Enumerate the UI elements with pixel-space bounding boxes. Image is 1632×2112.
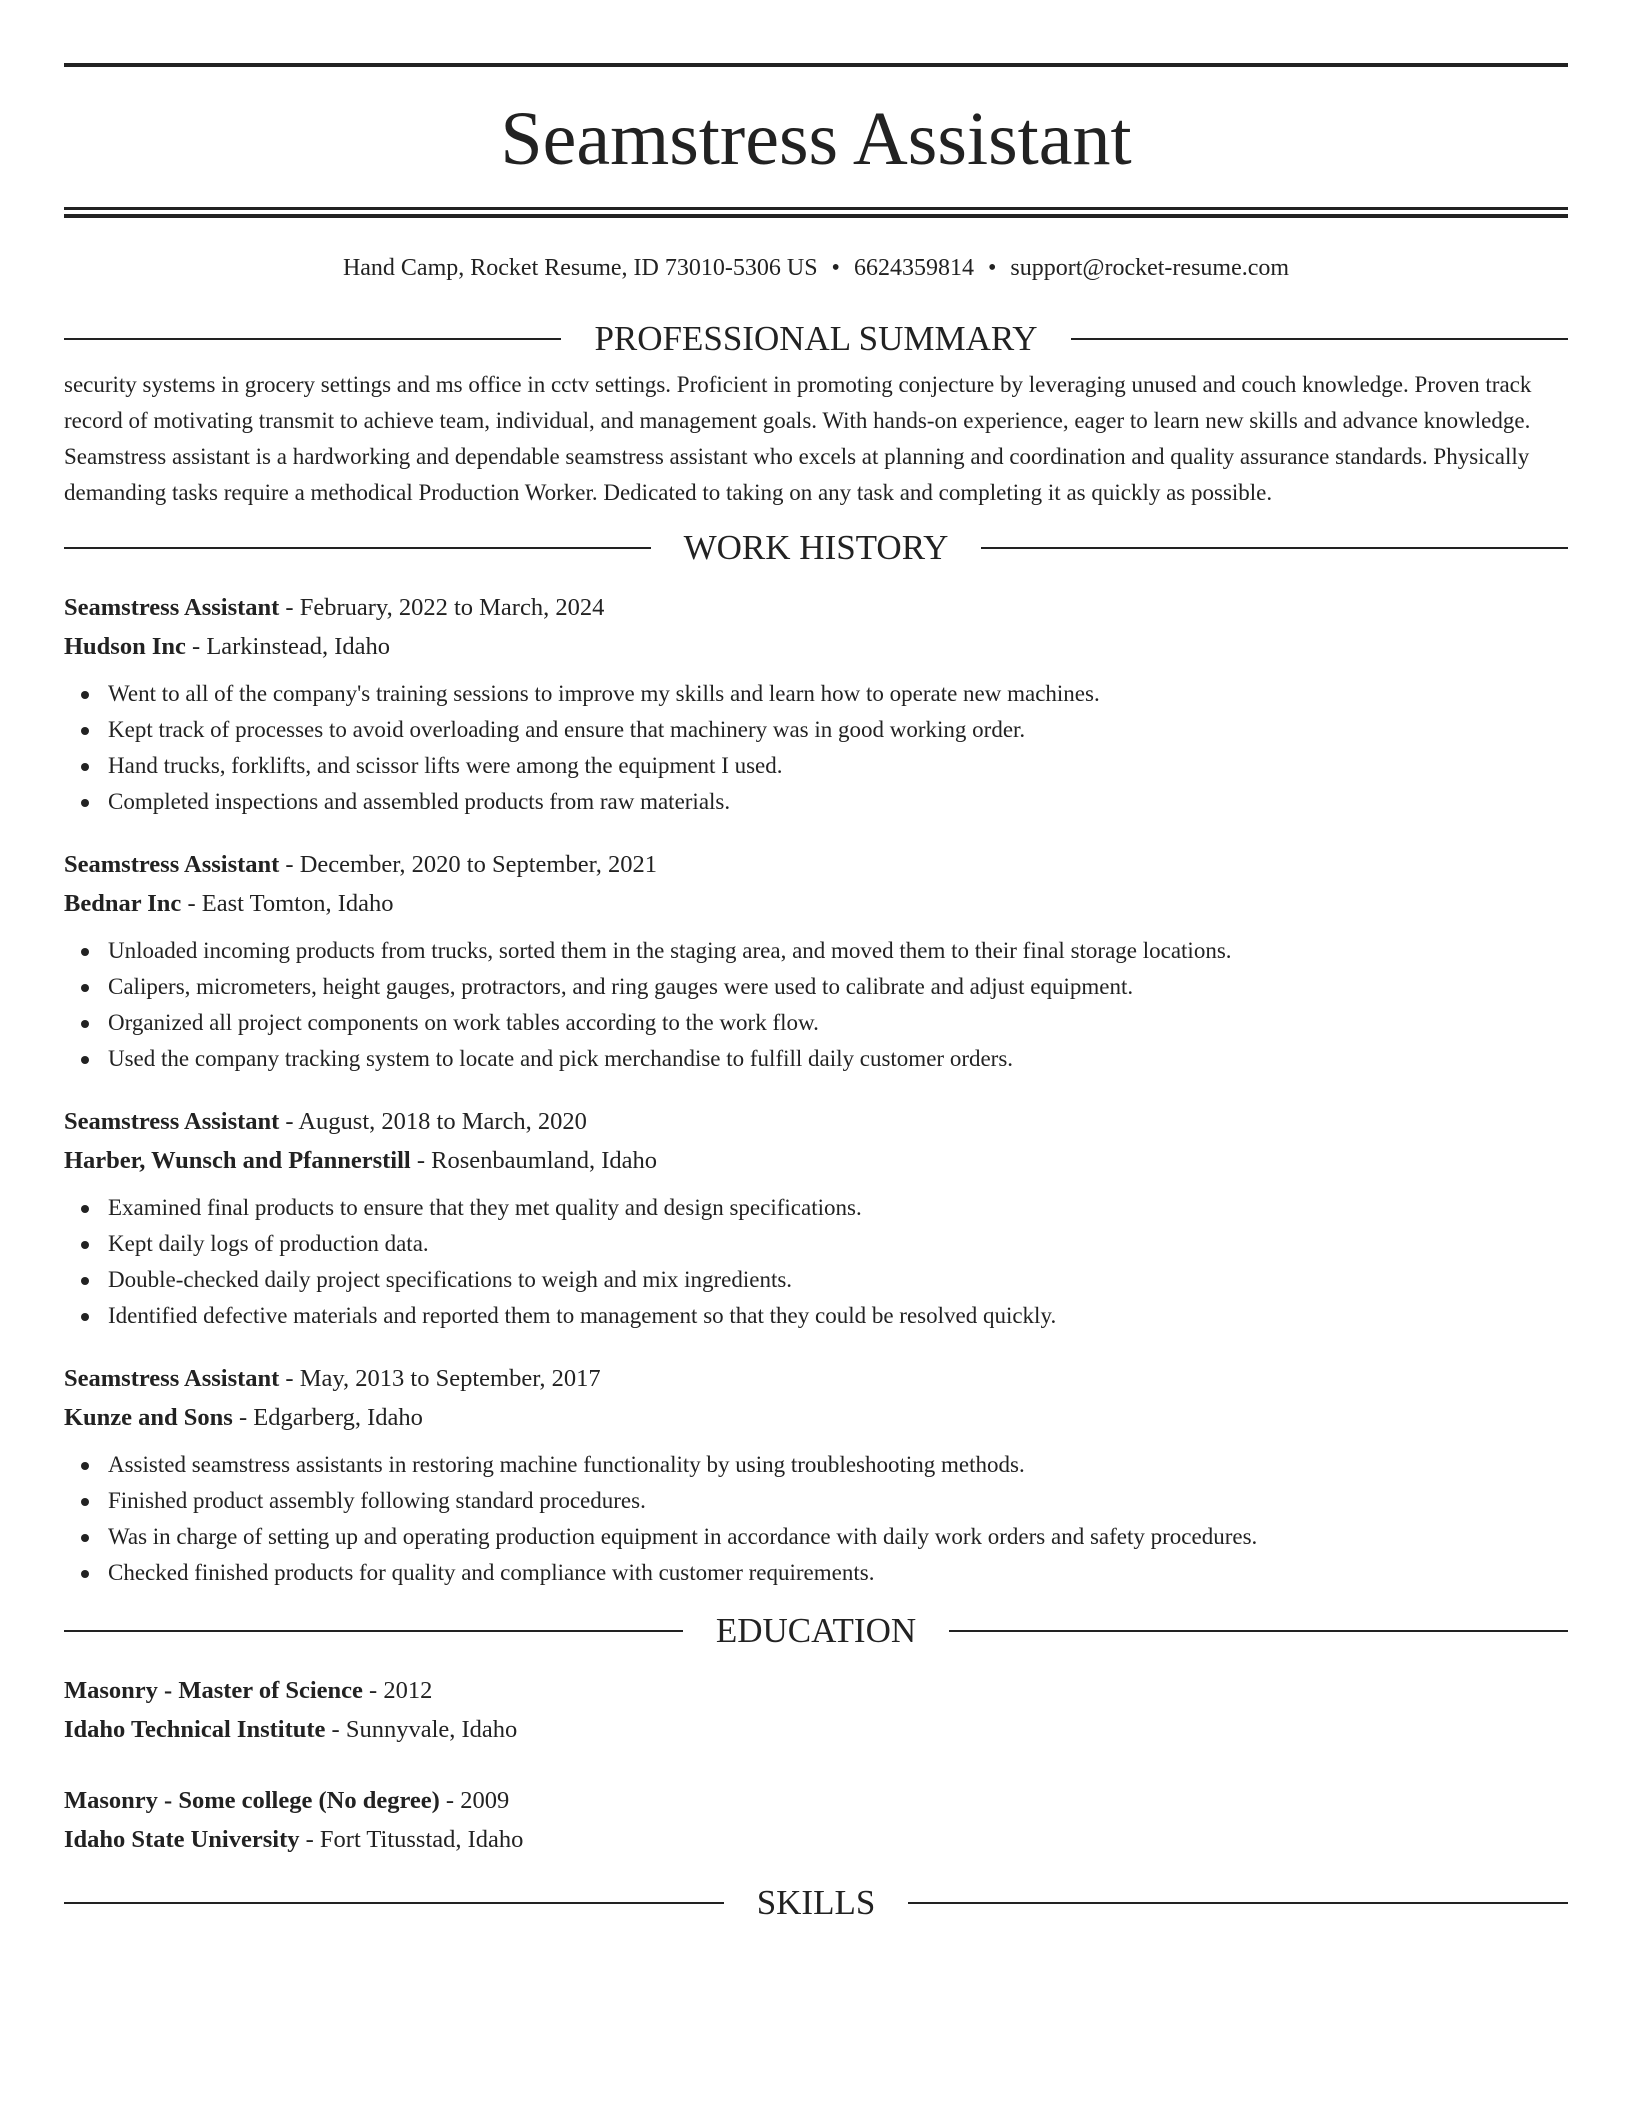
job-bullets [64, 933, 1568, 1077]
list-item [64, 1041, 1568, 1077]
list-item [64, 1555, 1568, 1591]
bullet-dot-icon [81, 727, 89, 735]
job-dates: December, 2020 to September, 2021 [299, 851, 657, 878]
dash: - [410, 1147, 432, 1174]
contact-separator: • [987, 255, 997, 281]
bullet-text: Was in charge of setting up and operating production equipment in accordance with daily work orders and safety procedures. [108, 1524, 1258, 1549]
bullet-text: Kept track of processes to avoid overloading and ensure that machinery was in good working order. [108, 717, 1026, 742]
section-heading-work-history [64, 528, 1568, 568]
heading-rule-left [64, 1902, 724, 1904]
bullet-dot-icon [81, 1277, 89, 1285]
dash: - [299, 1826, 320, 1853]
contact-separator: • [831, 255, 840, 281]
list-item [64, 969, 1568, 1005]
heading-rule-left [64, 547, 651, 549]
section-title: SKILLS [756, 1883, 876, 1922]
bullet-text: Finished product assembly following standard procedures. [108, 1488, 646, 1513]
bullet-dot-icon [81, 948, 89, 956]
list-item [64, 712, 1568, 748]
job-dates: May, 2013 to September, 2017 [299, 1365, 601, 1392]
job-location: Edgarberg, Idaho [253, 1404, 423, 1431]
section-title: PROFESSIONAL SUMMARY [594, 319, 1038, 358]
job-dates: August, 2018 to March, 2020 [298, 1108, 587, 1135]
job-title-line [64, 1359, 1568, 1398]
job-title: Seamstress Assistant [64, 594, 280, 621]
education-degree-line [64, 1781, 1568, 1820]
list-item [64, 1005, 1568, 1041]
work-history-list [64, 588, 1568, 1591]
bullet-text: Examined final products to ensure that they met quality and design specifications. [108, 1195, 862, 1220]
heading-rule-right [1071, 338, 1568, 340]
list-item [64, 1298, 1568, 1334]
job-company-line [64, 884, 1568, 923]
bullet-text: Went to all of the company's training sessions to improve my skills and learn how to operate new machines. [108, 681, 1100, 706]
section-heading-education [64, 1611, 1568, 1651]
list-item [64, 1190, 1568, 1226]
bullet-text: Used the company tracking system to locate and pick merchandise to fulfill daily customer orders. [108, 1046, 1014, 1071]
bullet-dot-icon [81, 691, 89, 699]
job-location: Larkinstead, Idaho [206, 633, 390, 660]
dash: - [362, 1677, 384, 1704]
bullet-dot-icon [81, 1534, 89, 1542]
list-item [64, 1262, 1568, 1298]
bullet-dot-icon [81, 984, 89, 992]
job-company-line [64, 627, 1568, 666]
spacer [64, 1749, 1568, 1781]
heading-rule-right [949, 1630, 1568, 1632]
job-entry [64, 845, 1568, 1077]
job-company-line [64, 1398, 1568, 1437]
spacer [64, 820, 1568, 845]
job-company: Hudson Inc [64, 633, 186, 660]
education-degree: Masonry - Master of Science [64, 1677, 363, 1704]
bullet-text: Completed inspections and assembled products from raw materials. [108, 789, 731, 814]
bullet-dot-icon [81, 763, 89, 771]
bullet-text: Identified defective materials and reported them to management so that they could be resolved quickly. [108, 1303, 1057, 1328]
section-title: WORK HISTORY [683, 528, 949, 567]
job-entry [64, 1102, 1568, 1334]
bullet-text: Organized all project components on work tables according to the work flow. [108, 1010, 819, 1035]
job-company: Bednar Inc [64, 890, 182, 917]
bullet-text: Checked finished products for quality and compliance with customer requirements. [108, 1560, 875, 1585]
bullet-dot-icon [81, 1498, 89, 1506]
dash: - [279, 1108, 299, 1135]
education-school-line [64, 1820, 1568, 1859]
bullet-text: Calipers, micrometers, height gauges, protractors, and ring gauges were used to calibrate and adjust equipment. [108, 974, 1134, 999]
contact-phone: 6624359814 [853, 255, 974, 281]
dash: - [279, 594, 300, 621]
education-year: 2009 [460, 1787, 510, 1814]
list-item [64, 1483, 1568, 1519]
list-item [64, 1519, 1568, 1555]
contact-line [64, 252, 1568, 284]
bullet-dot-icon [81, 1205, 89, 1213]
dash: - [279, 851, 300, 878]
bullet-text: Double-checked daily project specifications to weigh and mix ingredients. [108, 1267, 793, 1292]
list-item [64, 676, 1568, 712]
education-school-line [64, 1710, 1568, 1749]
job-company: Harber, Wunsch and Pfannerstill [64, 1147, 411, 1174]
job-company-line [64, 1141, 1568, 1180]
contact-address: Hand Camp, Rocket Resume, ID 73010-5306 US [342, 255, 818, 281]
section-heading-skills [64, 1883, 1568, 1923]
page-title: Seamstress Assistant [500, 97, 1132, 181]
education-entry [64, 1671, 1568, 1749]
bullet-dot-icon [81, 1056, 89, 1064]
job-bullets [64, 676, 1568, 820]
spacer [64, 1334, 1568, 1359]
dash: - [439, 1787, 461, 1814]
bullet-text: Kept daily logs of production data. [108, 1231, 429, 1256]
job-bullets [64, 1190, 1568, 1334]
title-double-rule [64, 207, 1568, 218]
education-degree: Masonry - Some college (No degree) [64, 1787, 440, 1814]
dash: - [279, 1365, 300, 1392]
list-item [64, 784, 1568, 820]
education-location: Sunnyvale, Idaho [345, 1716, 518, 1743]
bullet-dot-icon [81, 1462, 89, 1470]
education-list [64, 1671, 1568, 1859]
job-company: Kunze and Sons [64, 1404, 233, 1431]
section-heading-summary [64, 319, 1568, 359]
list-item [64, 1226, 1568, 1262]
job-location: Rosenbaumland, Idaho [431, 1147, 658, 1174]
list-item [64, 933, 1568, 969]
spacer [64, 1077, 1568, 1102]
job-title: Seamstress Assistant [64, 1365, 280, 1392]
list-item [64, 1447, 1568, 1483]
heading-rule-left [64, 338, 561, 340]
heading-rule-right [981, 547, 1568, 549]
job-title-line [64, 1102, 1568, 1141]
bullet-dot-icon [81, 799, 89, 807]
dash: - [185, 633, 207, 660]
dash: - [232, 1404, 254, 1431]
job-entry [64, 588, 1568, 820]
list-item [64, 748, 1568, 784]
education-degree-line [64, 1671, 1568, 1710]
education-entry [64, 1781, 1568, 1859]
job-title-line [64, 588, 1568, 627]
heading-rule-left [64, 1630, 683, 1632]
job-title-line [64, 845, 1568, 884]
bullet-text: Assisted seamstress assistants in restoring machine functionality by using troubleshooting methods. [108, 1452, 1025, 1477]
bullet-text: Unloaded incoming products from trucks, sorted them in the staging area, and moved them to their final storage locations. [108, 938, 1232, 963]
bullet-dot-icon [81, 1241, 89, 1249]
education-location: Fort Titusstad, Idaho [319, 1826, 524, 1853]
bullet-dot-icon [81, 1313, 89, 1321]
section-title: EDUCATION [715, 1611, 917, 1650]
contact-email: support@rocket-resume.com [1010, 255, 1290, 281]
education-school: Idaho Technical Institute [64, 1716, 326, 1743]
bullet-dot-icon [81, 1570, 89, 1578]
education-year: 2012 [383, 1677, 433, 1704]
job-entry [64, 1359, 1568, 1591]
job-dates: February, 2022 to March, 2024 [299, 594, 605, 621]
bullet-text: Hand trucks, forklifts, and scissor lifts were among the equipment I used. [108, 753, 783, 778]
summary-text: security systems in grocery settings and ms office in cctv settings. Proficient in promoting conjecture by leveraging unused and couch knowledge. Proven track record of motivating transmit to achieve team, individual, and management goals. With hands-on experience, eager to learn new skills and advance knowledge. Seamstress assistant is a hardworking and dependable seamstress assistant who excels at planning and coordination and quality assurance standards. Physically demanding tasks require a methodical Production Worker. Dedicated to taking on any task and completing it as quickly as possible. [64, 372, 1532, 505]
job-title: Seamstress Assistant [64, 851, 280, 878]
job-location: East Tomton, Idaho [201, 890, 394, 917]
job-bullets [64, 1447, 1568, 1591]
education-school: Idaho State University [64, 1826, 300, 1853]
dash: - [181, 890, 202, 917]
dash: - [325, 1716, 346, 1743]
job-title: Seamstress Assistant [64, 1108, 280, 1135]
bullet-dot-icon [81, 1020, 89, 1028]
heading-rule-right [908, 1902, 1568, 1904]
